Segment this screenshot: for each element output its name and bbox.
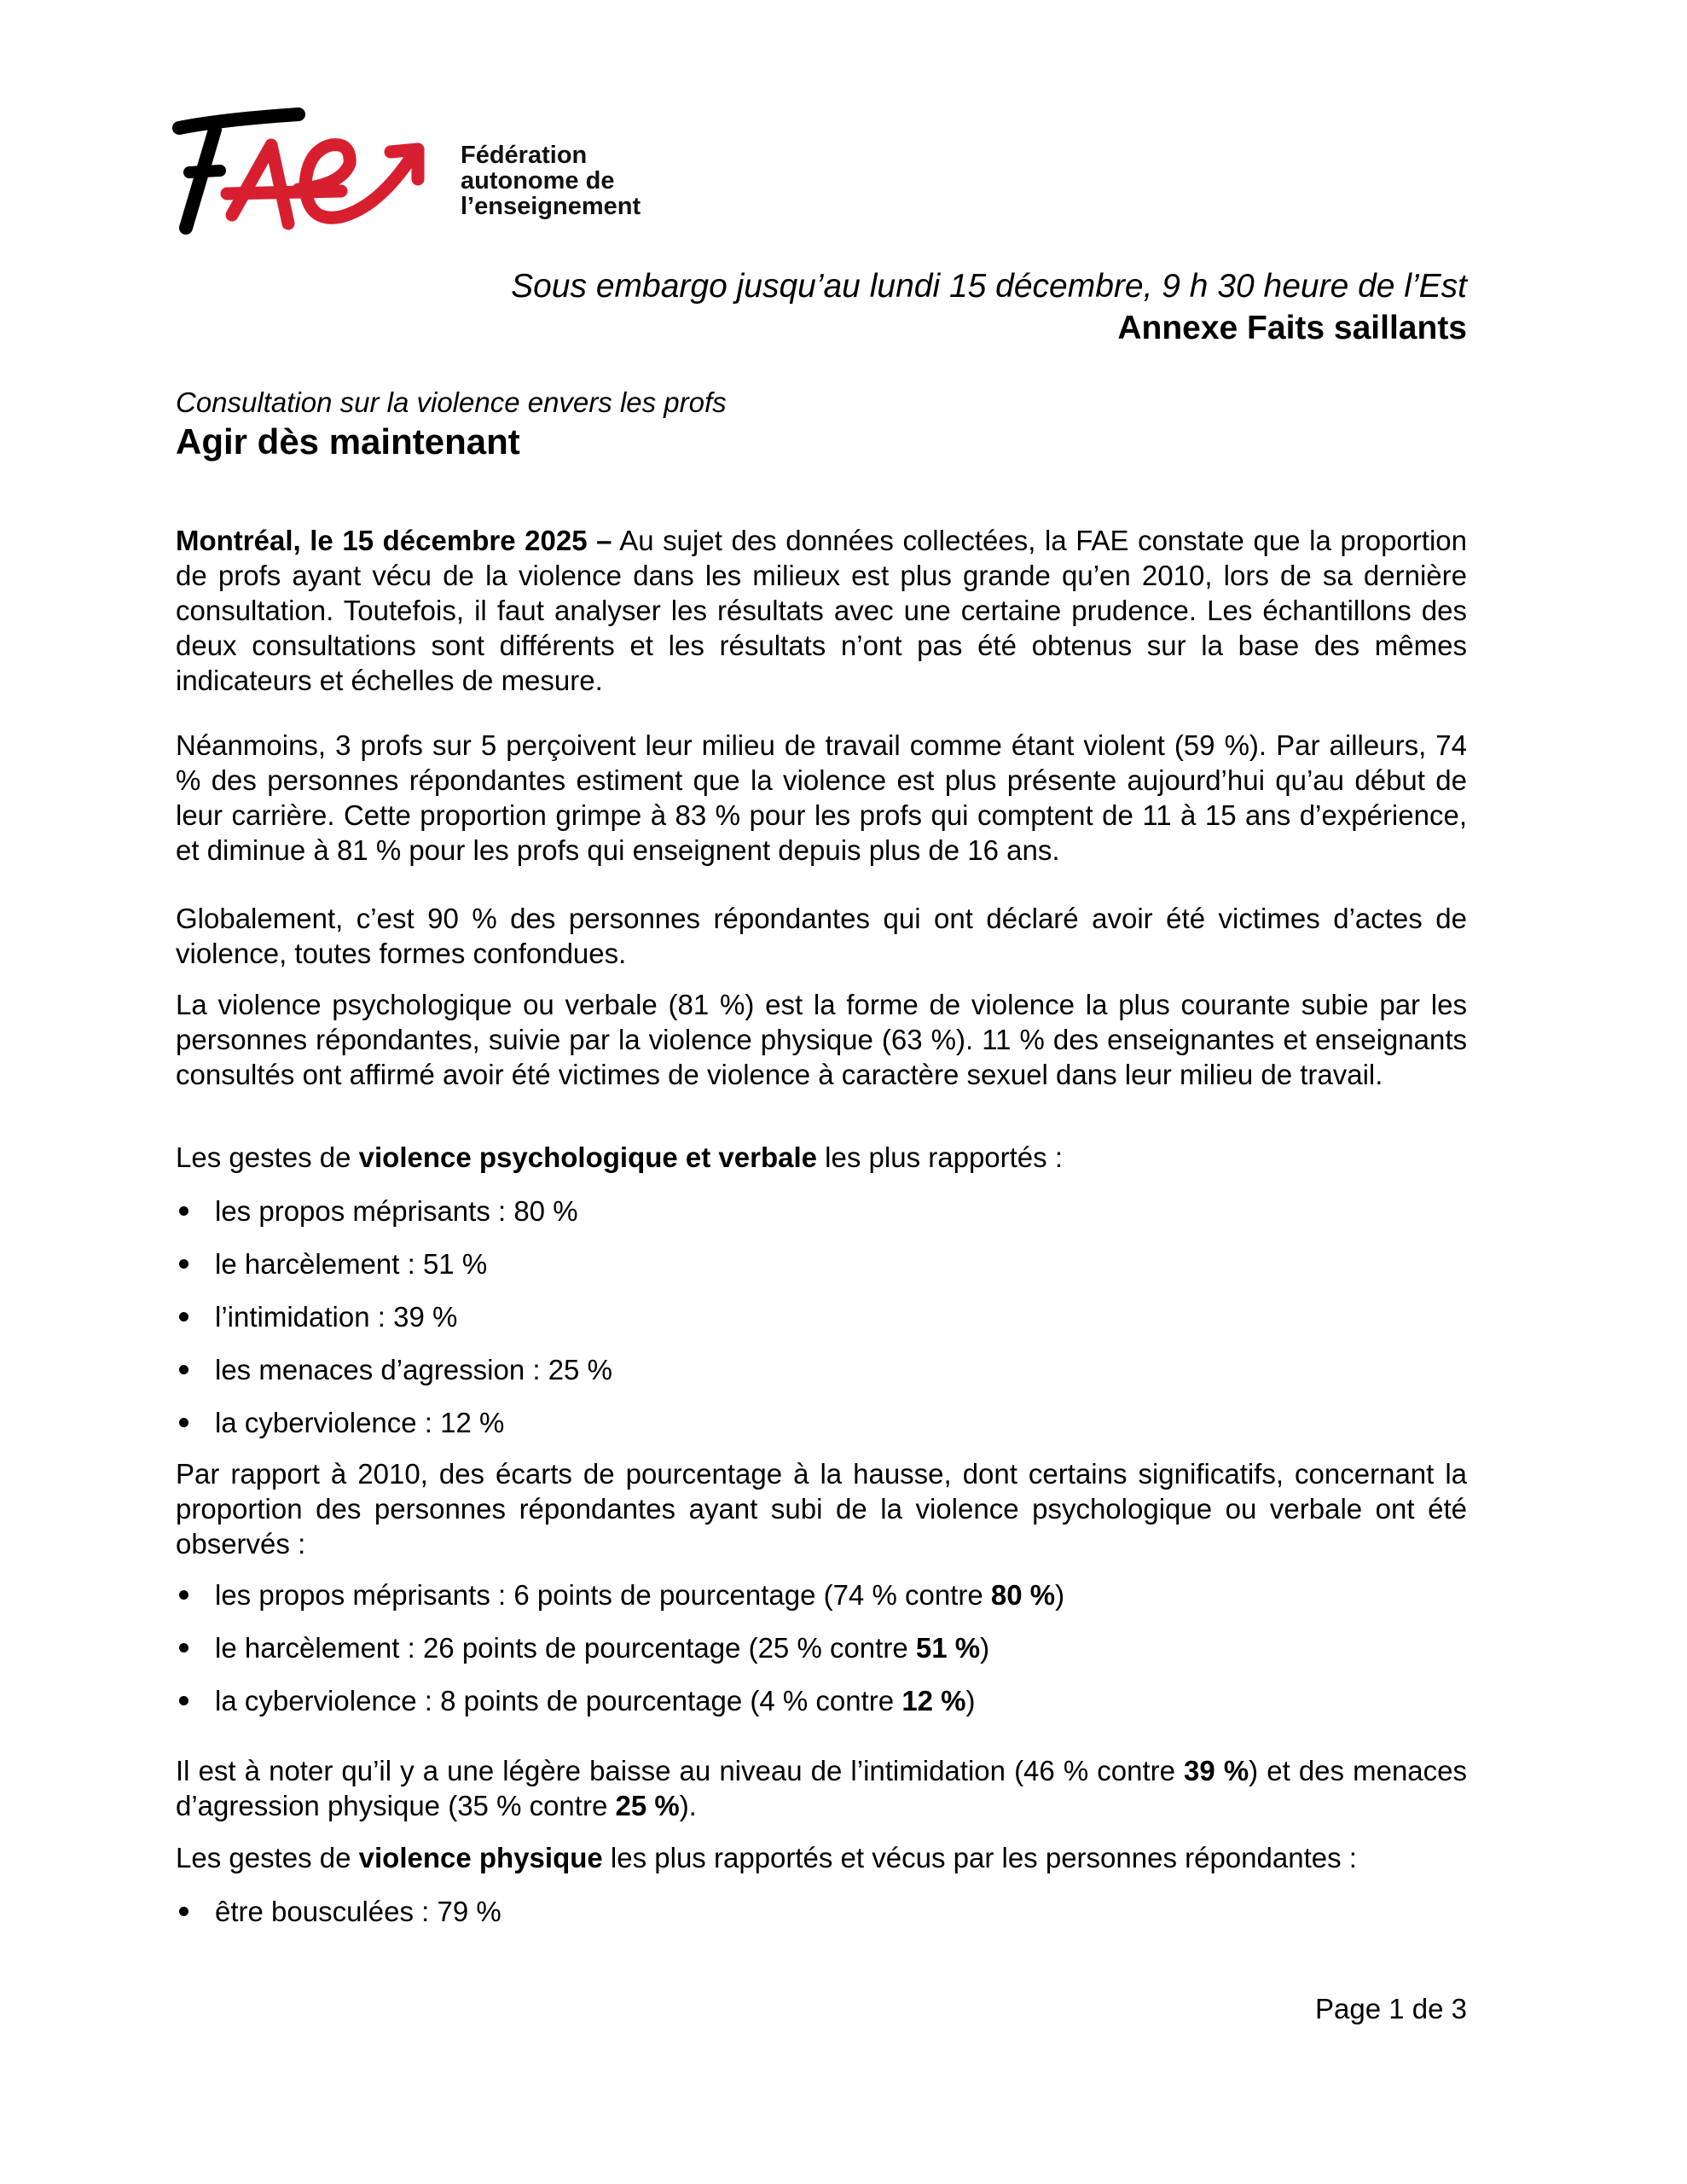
list-item bbox=[176, 1683, 1467, 1736]
list-item bbox=[176, 1352, 1467, 1405]
list-item bbox=[176, 1577, 1467, 1630]
list-item bbox=[176, 1299, 1467, 1352]
psych-intro-bold: violence psychologique et verbale bbox=[358, 1141, 818, 1173]
forms-paragraph: La violence psychologique ou verbale (81 %) est la forme de violence la plus courante subie par les personnes répondantes, suivie par la violence physique (63 %). 11 % des enseignantes et enseignants consultés ont affirmé avoir été victimes de violence à caractère sexuel dans leur milieu de travail. bbox=[176, 989, 1467, 1090]
comparison-list bbox=[176, 1577, 1467, 1736]
intro-paragraph bbox=[176, 523, 1467, 698]
decrease-text-e: ). bbox=[679, 1790, 697, 1821]
annex-title: Annexe Faits saillants bbox=[1117, 310, 1467, 346]
physical-intro-bold: violence physique bbox=[358, 1842, 603, 1873]
org-name-line-3: l’enseignement bbox=[461, 193, 641, 220]
list-item-text: la cyberviolence : 12 % bbox=[215, 1407, 505, 1438]
list-item-bold: 51 % bbox=[915, 1632, 981, 1664]
bullet-icon bbox=[179, 1907, 188, 1916]
list-item-bold: 80 % bbox=[990, 1579, 1056, 1611]
list-item-end: ) bbox=[1055, 1579, 1065, 1611]
list-item-text: les propos méprisants : 80 % bbox=[215, 1195, 578, 1227]
bullet-icon bbox=[179, 1206, 188, 1216]
bullet-icon bbox=[179, 1643, 188, 1653]
list-item-end: ) bbox=[980, 1632, 990, 1664]
intro-text: Au sujet des données collectées, la FAE constate que la proportion de profs ayant vécu de la violence dans les milieux est plus grande qu’en 2010, lors de sa dernière consultation. Toutefois, il faut analyser les résultats avec une certaine prudence. Les échantillons des deux consultations sont différents et les résultats n’ont pas été obtenus sur la base des mêmes indicateurs et échelles de mesure. bbox=[176, 525, 1467, 696]
org-name-line-1: Fédération bbox=[461, 142, 588, 169]
list-item-text: les menaces d’agression : 25 % bbox=[215, 1354, 612, 1385]
decrease-text-c: ) et des menaces d’agression physique (35 % contre bbox=[176, 1755, 1468, 1821]
bullet-icon bbox=[179, 1365, 188, 1374]
physical-intro-paragraph bbox=[176, 1840, 1467, 1875]
decrease-bold-b: 39 % bbox=[1184, 1755, 1249, 1786]
list-item-text: la cyberviolence : 8 points de pourcentage (4 % contre bbox=[215, 1685, 902, 1716]
physical-intro-pre: Les gestes de bbox=[176, 1842, 359, 1873]
psych-intro-pre: Les gestes de bbox=[176, 1141, 359, 1173]
comparison-paragraph: Par rapport à 2010, des écarts de pourcentage à la hausse, dont certains significatifs, concernant la proportion des personnes répondantes ayant subi de la violence psychologique ou verbale ont été observés : bbox=[176, 1458, 1467, 1560]
decrease-text-a: Il est à noter qu’il y a une légère baisse au niveau de l’intimidation (46 % contre bbox=[176, 1755, 1185, 1786]
decrease-bold-d: 25 % bbox=[615, 1790, 680, 1821]
perception-paragraph: Néanmoins, 3 profs sur 5 perçoivent leur milieu de travail comme étant violent (59 %). Par ailleurs, 74 % des personnes répondantes estiment que la violence est plus présente aujourd’hui qu’au début de leur carrière. Cette proportion grimpe à 83 % pour les profs qui comptent de 11 à 15 ans d’expérience, et diminue à 81 % pour les profs qui enseignent depuis plus de 16 ans. bbox=[176, 729, 1467, 866]
document-kicker: Consultation sur la violence envers les profs bbox=[176, 386, 727, 418]
list-item-end: ) bbox=[965, 1685, 976, 1716]
list-item-text: le harcèlement : 51 % bbox=[215, 1248, 488, 1280]
list-item bbox=[176, 1405, 1467, 1458]
list-item-text: l’intimidation : 39 % bbox=[215, 1301, 458, 1333]
fae-logo bbox=[171, 104, 426, 236]
physical-violence-list bbox=[176, 1894, 1467, 1947]
fae-logo-mark-icon bbox=[171, 104, 426, 236]
dateline: Montréal, le 15 décembre 2025 – bbox=[176, 525, 612, 556]
psych-intro-paragraph bbox=[176, 1140, 1467, 1175]
list-item bbox=[176, 1194, 1467, 1246]
bullet-icon bbox=[179, 1259, 188, 1269]
list-item-bold: 12 % bbox=[901, 1685, 966, 1716]
org-name-line-2: autonome de bbox=[461, 167, 615, 195]
bullet-icon bbox=[179, 1590, 188, 1600]
list-item bbox=[176, 1246, 1467, 1299]
list-item bbox=[176, 1630, 1467, 1683]
bullet-icon bbox=[179, 1696, 188, 1705]
list-item-text: être bousculées : 79 % bbox=[215, 1896, 501, 1927]
list-item-text: le harcèlement : 26 points de pourcentage (25 % contre bbox=[215, 1632, 916, 1664]
bullet-icon bbox=[179, 1418, 188, 1427]
overall-paragraph: Globalement, c’est 90 % des personnes répondantes qui ont déclaré avoir été victimes d’actes de violence, toutes formes confondues. bbox=[176, 903, 1467, 969]
psych-violence-list bbox=[176, 1194, 1467, 1458]
physical-intro-post: les plus rapportés et vécus par les personnes répondantes : bbox=[602, 1842, 1357, 1873]
list-item-text: les propos méprisants : 6 points de pourcentage (74 % contre bbox=[215, 1579, 991, 1611]
organization-name bbox=[461, 142, 641, 219]
list-item bbox=[176, 1894, 1467, 1947]
psych-intro-post: les plus rapportés : bbox=[817, 1141, 1063, 1173]
document-title: Agir dès maintenant bbox=[176, 421, 520, 462]
embargo-notice: Sous embargo jusqu’au lundi 15 décembre, 9 h 30 heure de l’Est bbox=[511, 268, 1467, 305]
decrease-paragraph bbox=[176, 1753, 1467, 1823]
page-number: Page 1 de 3 bbox=[1315, 1993, 1467, 2024]
bullet-icon bbox=[179, 1312, 188, 1321]
